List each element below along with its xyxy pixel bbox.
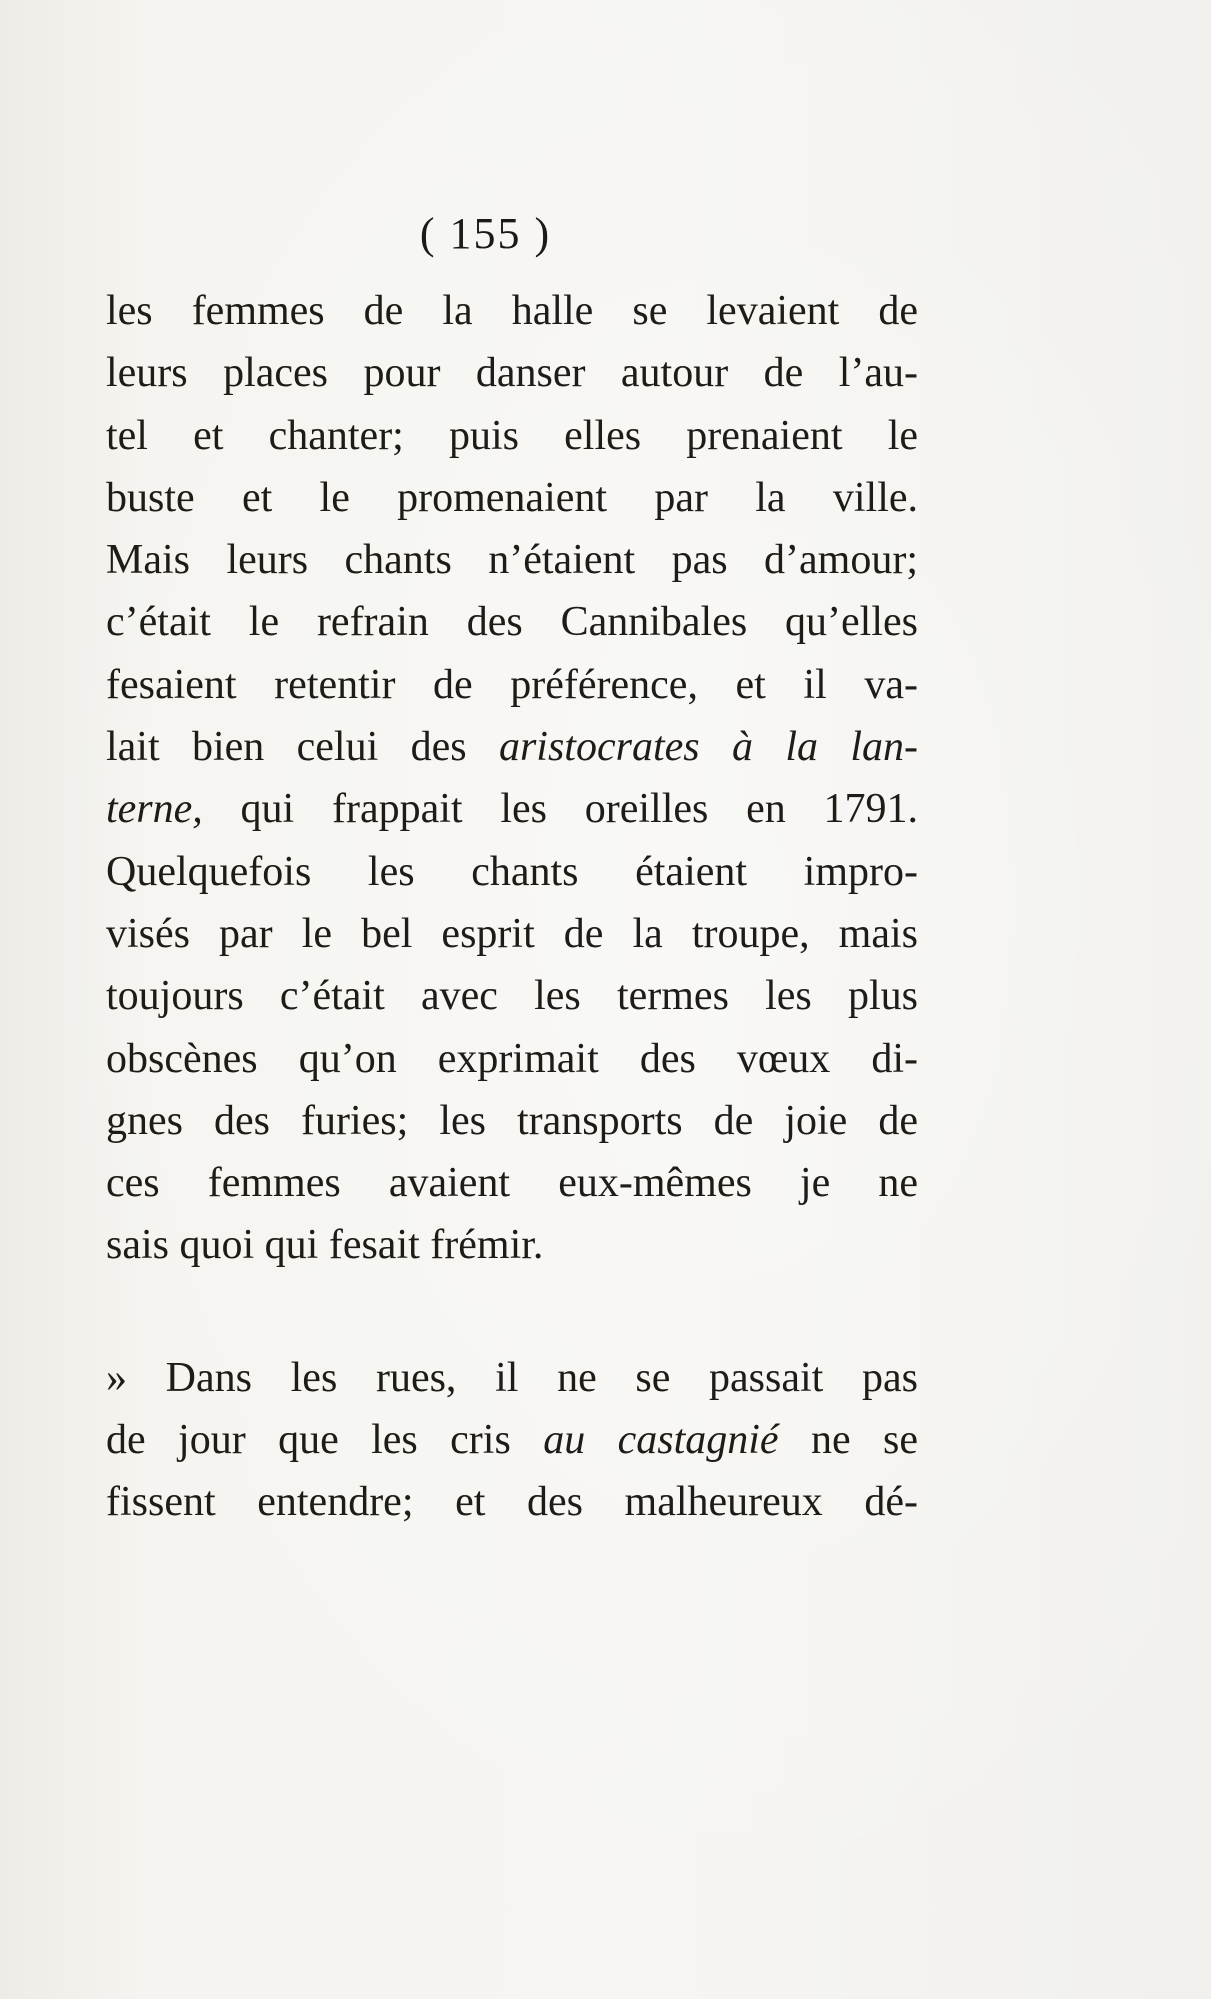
text-line: c’était le refrain des Cannibales qu’elles <box>106 599 918 646</box>
text-line: obscènes qu’on exprimait des vœux di- <box>106 1035 918 1082</box>
text-line: sais quoi qui fesait frémir. <box>106 1222 544 1269</box>
text-segment: qui frappait les oreilles en 1791. <box>202 786 918 833</box>
text-line-with-italic <box>106 716 918 778</box>
text-line: leurs places pour danser autour de l’au- <box>106 350 918 397</box>
italic-phrase: aristocrates à la lan- <box>498 724 918 771</box>
body-text <box>106 280 918 1534</box>
text-line: » Dans les rues, il ne se passait pas <box>106 1354 918 1401</box>
text-line: tel et chanter; puis elles prenaient le <box>106 412 918 459</box>
italic-phrase: terne, <box>106 786 203 833</box>
paragraph-gap <box>106 1277 918 1347</box>
text-line: fissent entendre; et des malheureux dé- <box>106 1479 918 1526</box>
page-number: ( 155 ) <box>419 209 552 258</box>
text-segment: ne se <box>778 1417 918 1464</box>
text-line: Mais leurs chants n’étaient pas d’amour; <box>106 537 918 584</box>
italic-phrase: au castagnié <box>543 1417 779 1464</box>
text-line: gnes des furies; les transports de joie de <box>106 1097 918 1144</box>
text-line: les femmes de la halle se levaient de <box>106 288 918 334</box>
page-header <box>0 208 1211 259</box>
text-line: ces femmes avaient eux-mêmes je ne <box>106 1160 918 1207</box>
text-segment: lait bien celui des <box>106 724 499 771</box>
text-line-with-italic <box>106 1409 918 1471</box>
text-line: visés par le bel esprit de la troupe, mais <box>106 910 918 957</box>
text-line: Quelquefois les chants étaient impro- <box>106 848 918 895</box>
text-line-with-italic <box>106 778 918 840</box>
text-line: fesaient retentir de préférence, et il va- <box>106 661 918 708</box>
text-line: toujours c’était avec les termes les plus <box>106 973 918 1020</box>
text-segment: de jour que les cris <box>106 1417 544 1464</box>
text-line: buste et le promenaient par la ville. <box>106 474 918 521</box>
